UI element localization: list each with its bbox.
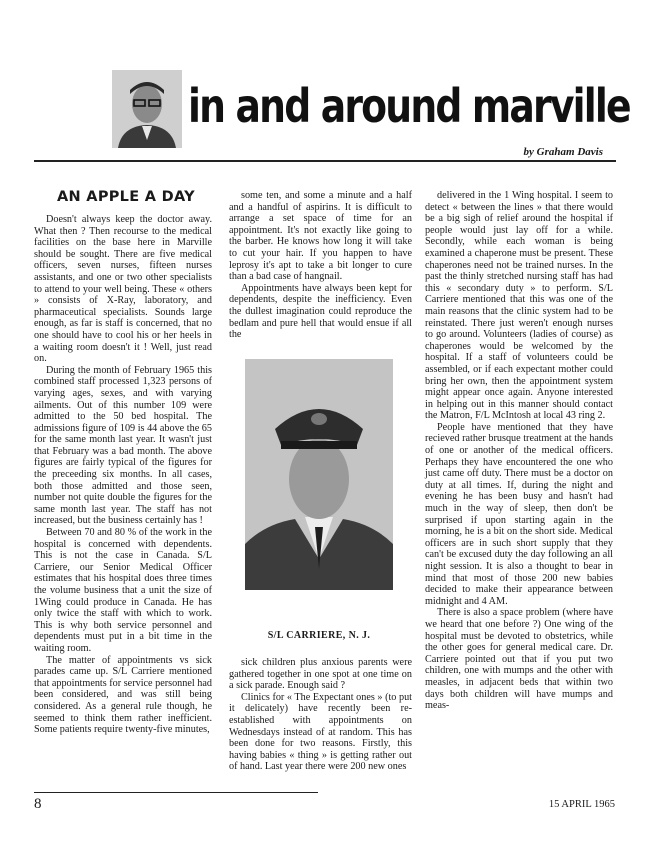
paragraph: During the month of February 1965 this combined staff processed 1,323 persons of varying ages, sexes, and with varying ailments. Out of this number 109 were admitted to the 50 bed hospital. The admissions figure of 109 is 44 above the 65 for the same month last year. It wasn't just that February was a bad month. The above figures are fairly typical of the figures for the preceeding six months. In all cases, both those admitted and those seen, number not quite double the figures for the same month last year. The staff has not increased, but the business certainly has !	[34, 364, 212, 527]
paragraph: Between 70 and 80 % of the work in the hospital is concerned with dependents. This is not the case in Canada. S/L Carriere, our Senior Medical Officer estimates that his hospital does three times the volume business that a unit the size of 1Wing could produce in Canada. He has only twice the staff with which to work. This is why both service personnel and dependents must put in a bit time in the waiting room.	[34, 527, 212, 654]
column-3	[425, 190, 613, 712]
paragraph: There is also a space problem (where have we heard that one before ?) One wing of the hospital must be devoted to obstetrics, while the other goes for general medical care. Dr. Carriere pointed out that if you put two children, one with mumps and the other with measles, in adjacent beds that within two days both children will have mumps and meas-	[425, 607, 613, 712]
paragraph: The matter of appointments vs sick parades came up. S/L Carriere mentioned that appointments for service personnel had been considered, and was still being considered. As a general rule though, he seemed to think them rather inefficient. Some patients require twenty-five minutes,	[34, 654, 212, 736]
column-2-bottom	[229, 657, 412, 773]
footer-rule	[34, 792, 318, 793]
paragraph: People have mentioned that they have recieved rather brusque treatment at the hands of one or another of the medical officers. Perhaps they have encountered the one who just came off duty. There must be a doctor on duty at all times. If, during the night and evening he has been busy and hasn't had much in the way of sleep, then don't be surprised if upon starting again in the morning, he is a bit on the short side. Medical officers are in such short supply that they can't be excused duty the day following an all night session. It is also a thought to bear in mind that most of those 200 new babies decided to make their appearance between midnight and 4 AM.	[425, 421, 613, 607]
paragraph: Doesn't always keep the doctor away. What then ? Then recourse to the medical facilities on the base here in Marville should be sought. There are five medical officers, seven nurses, fifteen nurses assistants, and one or two other specialists to attend to your well being. These « others » consists of X-Ray, laboratory, and pharmaceutical specialists. Sounds large enough, as far is staff is concerned, that no one should have to cool his or her heels in a waiting room doesn't it ! Well, just read on.	[34, 214, 212, 365]
paragraph: sick children plus anxious parents were gathered together in one spot at one time on a sick parade. Enough said ?	[229, 657, 412, 692]
officer-portrait	[245, 359, 393, 590]
header-rule	[34, 160, 616, 162]
paragraph: delivered in the 1 Wing hospital. I seem to detect « between the lines » that there would be a big sigh of relief around the hospital if people would just lay off for a while. Secondly, while each woman is being examined a chaperone must be present. These chaperones need not be trained nurses. In the past the thinly stretched nursing staff has had this « secondary duty » to perform. S/L Carriere mentioned that this was one of the main reasons that the clinic system had to be reinstated. There just weren't enough nurses to go around. Volunteers (ladies of course) as chaperones would be welcomed by the hospital. If a staff of volunteers could be assembled, or if each expectant mother could bring her own, then the appointment system might appear once again. Anyone interested in helping out in this manner should contact the Matron, F/L McIntosh at local 43 ring 2.	[425, 190, 613, 422]
paragraph: some ten, and some a minute and a half and a handful of aspirins. It is difficult to arrange a set space of time for an appointment. It's not exactly like going to the barber. He knows how long it will take to cut your hair. If you happen to have leprosy it's apt to take a bit longer to cure than a bad case of hangnail.	[229, 190, 412, 283]
byline: by Graham Davis	[523, 146, 603, 158]
author-photo	[112, 70, 182, 148]
page-number: 8	[34, 796, 42, 812]
photo-caption: S/L CARRIERE, N. J.	[267, 630, 371, 641]
masthead-title: in and around marville	[188, 79, 630, 133]
column-2-top	[229, 190, 412, 341]
paragraph: Clinics for « The Expectant ones » (to put it delicately) have recently been re-established with appointments on Wednesdays instead of at random. This has been done for two reasons. Firstly, this having babies « thing » is getting rather out of hand. Last year there were 200 new ones	[229, 691, 412, 773]
column-1	[34, 214, 212, 736]
issue-date: 15 APRIL 1965	[548, 799, 615, 810]
article-headline: AN APPLE A DAY	[57, 189, 195, 205]
paragraph: Appointments have always been kept for dependents, despite the inefficiency. Even the dullest imagination could reproduce the bedlam and pure hell that would ensue if all the	[229, 282, 412, 341]
